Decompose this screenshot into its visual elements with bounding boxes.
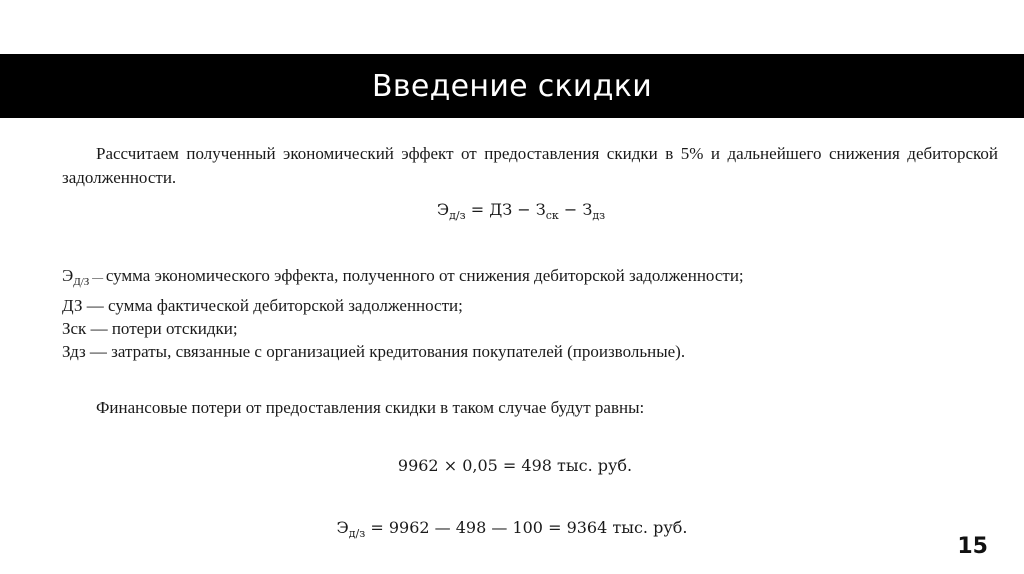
definition-symbol: $Э_{Д/З}$ xyxy=(62,266,90,288)
formula-term-zdz: $З_{дз}$ xyxy=(582,200,606,222)
definition-text: сумма экономического эффекта, полученного от снижения дебиторской задолженности; xyxy=(105,266,744,285)
definition-separator: — xyxy=(86,319,112,338)
calculation-effect xyxy=(0,518,1024,540)
definition-row-zdz xyxy=(62,340,982,363)
definition-symbol: Зск xyxy=(62,319,87,338)
page-number: 15 xyxy=(957,534,988,559)
formula-lhs: $Э_{д/з}$ xyxy=(436,200,466,222)
calc-effect-rhs: = 9962 — 498 — 100 = 9364 тыс. руб. xyxy=(365,518,688,537)
definition-row-dz xyxy=(62,294,982,317)
definition-symbol: Здз xyxy=(62,342,86,361)
slide-title-bar xyxy=(0,54,1024,118)
formula-minus-2: − xyxy=(558,200,583,219)
calculation-losses: 9962 × 0,05 = 498 тыс. руб. xyxy=(397,456,633,475)
definition-separator: — xyxy=(89,272,106,284)
slide-title: Введение скидки xyxy=(372,68,652,104)
definitions-list xyxy=(62,264,982,363)
formula-equals: = xyxy=(465,200,490,219)
definition-row-zsk xyxy=(62,317,982,340)
formula-minus-1: − xyxy=(512,200,536,219)
definition-text: затраты, связанные с организацией кредитования покупателей (произвольные). xyxy=(111,342,686,361)
definition-separator: — xyxy=(85,342,112,361)
definition-separator: — xyxy=(82,296,109,315)
definition-symbol: ДЗ xyxy=(62,296,83,315)
definition-text: сумма фактической дебиторской задолженности; xyxy=(108,296,463,315)
formula-term-dz: ДЗ xyxy=(489,200,513,219)
financial-losses-text: Финансовые потери от предоставления скидки в таком случае будут равны: xyxy=(96,398,645,417)
main-formula xyxy=(0,200,1024,222)
intro-paragraph: Рассчитаем полученный экономический эффект от предоставления скидки в 5% и дальнейшего снижения дебиторской задолженности. xyxy=(62,144,998,187)
definition-row-effect xyxy=(62,264,982,294)
calc-effect-lhs: $Э_{д/з}$ xyxy=(336,518,366,540)
formula-term-zsk: $З_{ск}$ xyxy=(535,200,559,222)
definition-text: потери отскидки; xyxy=(111,319,238,338)
